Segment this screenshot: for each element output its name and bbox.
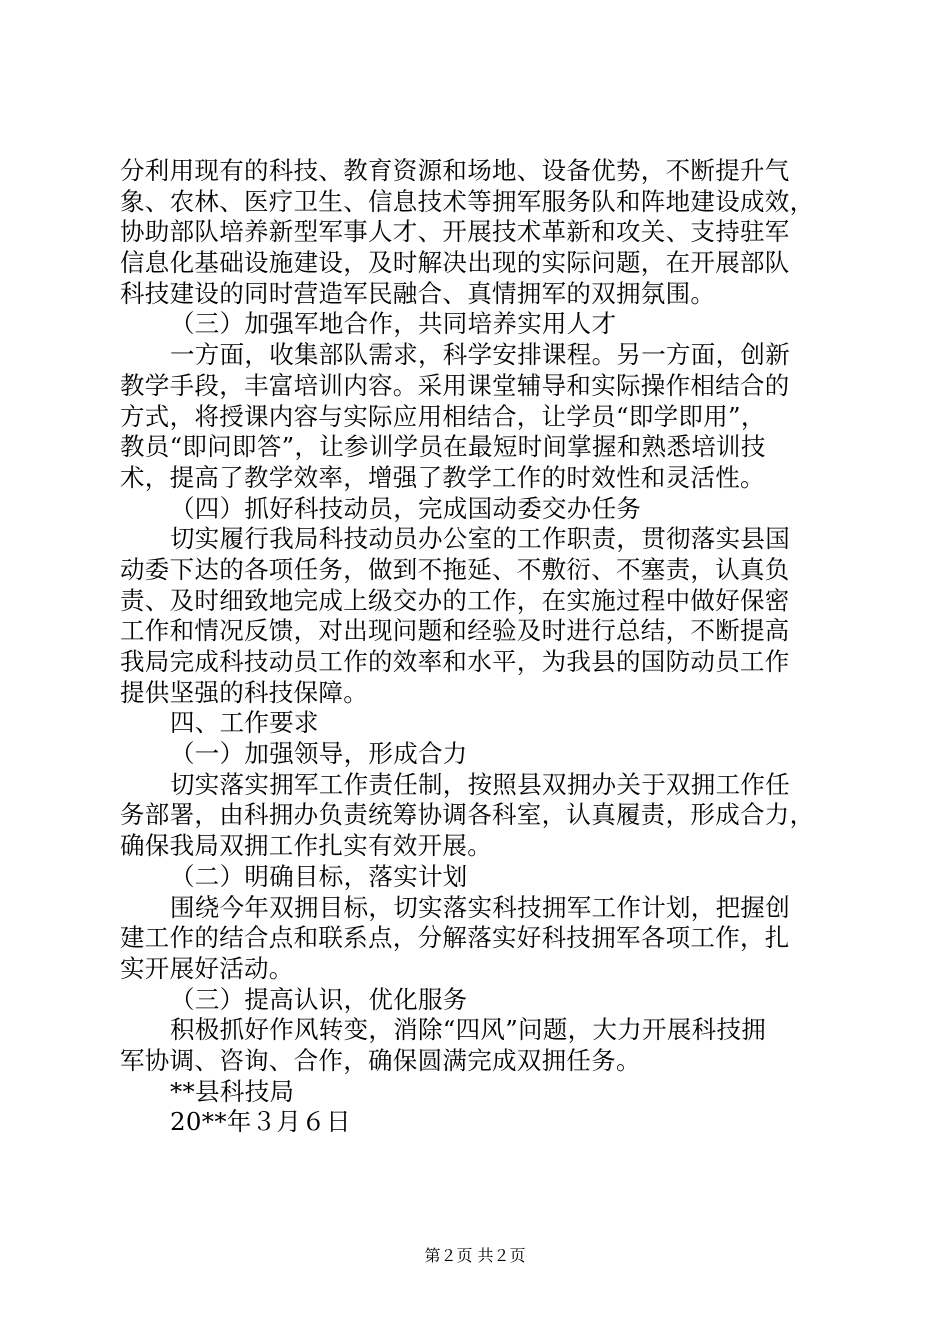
text-line: 教员“即问即答”，让参训学员在最短时间掌握和熟悉培训技 <box>120 432 766 462</box>
text-line: 科技建设的同时营造军民融合、真情拥军的双拥氛围。 <box>120 278 716 308</box>
text-line: （三）加强军地合作，共同培养实用人才 <box>170 309 617 339</box>
text-line: 积极抓好作风转变，消除“四风”问题，大力开展科技拥 <box>170 1015 767 1045</box>
text-line: 一方面，收集部队需求，科学安排课程。另一方面，创新 <box>170 340 790 370</box>
text-line: （一）加强领导，形成合力 <box>170 739 468 769</box>
text-line: 象、农林、医疗卫生、信息技术等拥军服务队和阵地建设成效， <box>120 186 815 216</box>
text-line: 20**年３月６日 <box>170 1107 351 1137</box>
text-line: （二）明确目标，落实计划 <box>170 861 468 891</box>
text-line: 责、及时细致地完成上级交办的工作，在实施过程中做好保密 <box>120 585 790 615</box>
text-line: 切实履行我局科技动员办公室的工作职责，贯彻落实县国 <box>170 524 790 554</box>
text-line: 工作和情况反馈，对出现问题和经验及时进行总结，不断提高 <box>120 616 790 646</box>
text-line: 确保我局双拥工作扎实有效开展。 <box>120 831 492 861</box>
text-line: 切实落实拥军工作责任制，按照县双拥办关于双拥工作任 <box>170 769 790 799</box>
text-line: 提供坚强的科技保障。 <box>120 677 368 707</box>
text-line: 信息化基础设施建设，及时解决出现的实际问题，在开展部队 <box>120 248 790 278</box>
text-line: 实开展好活动。 <box>120 953 294 983</box>
text-line: （四）抓好科技动员，完成国动委交办任务 <box>170 493 642 523</box>
text-line: 我局完成科技动员工作的效率和水平，为我县的国防动员工作 <box>120 647 790 676</box>
text-line: 方式，将授课内容与实际应用相结合，让学员“即学即用”， <box>120 401 766 431</box>
page-footer: 第２页 共２页 <box>424 1246 526 1265</box>
text-line: 四、工作要求 <box>170 708 319 738</box>
text-line: 教学手段，丰富培训内容。采用课堂辅导和实际操作相结合的 <box>120 370 790 400</box>
text-line: 术，提高了教学效率，增强了教学工作的时效性和灵活性。 <box>120 462 765 492</box>
text-line: 协助部队培养新型军事人才、开展技术革新和攻关、支持驻军 <box>120 217 790 247</box>
text-line: （三）提高认识，优化服务 <box>170 984 468 1014</box>
text-line: 围绕今年双拥目标，切实落实科技拥军工作计划，把握创 <box>170 892 790 922</box>
text-line: **县科技局 <box>170 1076 295 1106</box>
text-line: 建工作的结合点和联系点，分解落实好科技拥军各项工作，扎 <box>120 923 790 953</box>
text-line: 动委下达的各项任务，做到不拖延、不敷衍、不塞责，认真负 <box>120 554 790 584</box>
document-body <box>120 156 840 1138</box>
text-line: 务部署，由科拥办负责统筹协调各科室，认真履责，形成合力， <box>120 800 815 830</box>
text-line: 分利用现有的科技、教育资源和场地、设备优势，不断提升气 <box>120 156 790 185</box>
text-line: 军协调、咨询、合作，确保圆满完成双拥任务。 <box>120 1045 641 1075</box>
